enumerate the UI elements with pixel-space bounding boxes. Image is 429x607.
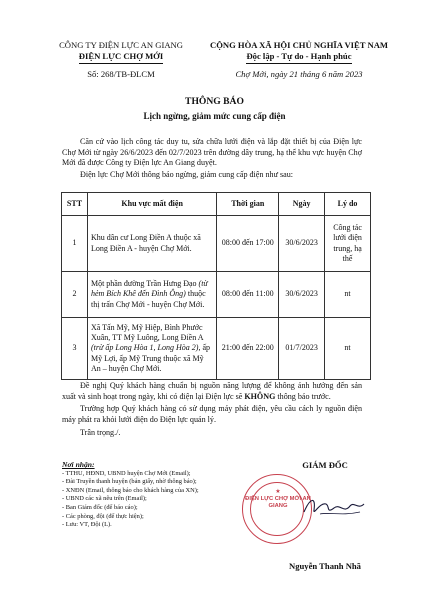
intro-paragraph: Căn cứ vào lịch công tác duy tu, sửa chữa lưới điện và lắp đặt thiết bị của Điện lực Chợ Mới từ ngày 26/6/2023 đến 02/7/2023 trên đường dây trung, hạ thế khu vực huyện Chợ Mới đã được Công ty Điện lực An Giang duyệt. [62, 137, 362, 168]
row-area [87, 272, 216, 318]
place-date: Chợ Mới, ngày 21 tháng 6 năm 2023 [235, 68, 363, 79]
outage-schedule-table [61, 192, 371, 380]
handwritten-signature [300, 492, 368, 522]
col-header-time: Thời gian [217, 193, 279, 216]
generator-paragraph: Trường hợp Quý khách hàng có sử dụng máy phát điện, yêu cầu cách ly nguồn điện máy phát ra khỏi lưới điện do Điện lực quản lý. [62, 404, 362, 424]
area-detail: (trừ ấp Long Hòa 1, Long Hòa 2) [90, 343, 199, 353]
doc-number: Số: 268/TB-ĐLCM [87, 68, 155, 79]
col-header-reason: Lý do [325, 193, 371, 216]
row-area: Khu dân cư Long Điền A thuộc xã Long Điền A - huyện Chợ Mới. [87, 216, 216, 272]
row-date: 30/6/2023 [279, 272, 325, 318]
area-text: Một phần đường Trần Hưng Đạo [90, 279, 199, 289]
row-date: 30/6/2023 [279, 216, 325, 272]
notice-text: Đề nghị Quý khách hàng chuẩn bị nguồn năng lượng để không ảnh hưởng đến sản xuất và sinh hoạt trong ngày, khi có điện lại Điện lực sẽ [62, 381, 362, 401]
col-header-date: Ngày [279, 193, 325, 216]
row-time: 08:00 đến 11:00 [217, 272, 279, 318]
row-time: 08:00 đến 17:00 [217, 216, 279, 272]
org-header [46, 40, 196, 80]
national-header [196, 40, 402, 80]
recipient-item: - TTHU, HĐND, UBND huyện Chợ Mới (Email); [62, 469, 191, 477]
recipient-item: - Đài Truyền thanh huyện (bản giấy, nhờ thông báo); [62, 478, 197, 486]
row-stt: 1 [62, 216, 88, 272]
row-area [87, 318, 216, 380]
nation-name: CỘNG HÒA XÃ HỘI CHỦ NGHĨA VIỆT NAM [209, 40, 389, 50]
row-date: 01/7/2023 [279, 318, 325, 380]
area-text-tail: thuộc thị trấn Chợ Mới - huyện Chợ Mới. [90, 289, 206, 309]
recipient-item: - UBND các xã nêu trên (Email); [62, 495, 147, 503]
area-text: Xã Tấn Mỹ, Mỹ Hiệp, Bình Phước Xuân, TT Mỹ Luông, Long Điền A [90, 322, 204, 343]
area-detail: (từ hẻm Bích Khê đến Đình Ông) [90, 279, 208, 299]
recipient-item: - XNĐN (Email, thông báo cho khách hàng của XN); [62, 486, 199, 494]
table-row [62, 216, 371, 272]
row-reason: nt [325, 272, 371, 318]
closing-text: Trân trọng./. [80, 428, 121, 437]
signer-position: GIÁM ĐỐC [302, 460, 348, 470]
row-reason: Công tác lưới điện trung, hạ thế [325, 216, 371, 272]
col-header-area: Khu vực mất điện [87, 193, 216, 216]
table-header-row [62, 193, 371, 216]
recipient-item: - Lưu: VT, Đội (L). [62, 521, 112, 529]
row-reason: nt [325, 318, 371, 380]
seal-text: ĐIỆN LỰC CHỢ MỚI AN GIANG [245, 496, 311, 509]
doc-subtitle: Lịch ngừng, giảm mức cung cấp điện [143, 111, 286, 121]
area-text-tail: , ấp Mỹ Lợi, ấp Mỹ Trung thuộc xã Mỹ An – huyện Chợ Mới. [90, 343, 211, 373]
recipient-item: - Các phòng, đội (để thực hiện); [62, 512, 144, 520]
org-name: ĐIỆN LỰC CHỢ MỚI [79, 51, 163, 64]
seal-star-icon: ★ [275, 489, 281, 495]
notice-paragraph [62, 381, 362, 402]
parent-org-name: CÔNG TY ĐIỆN LỰC AN GIANG [59, 40, 183, 50]
intro-statement: Điện lực Chợ Mới thông báo ngừng, giảm cung cấp điện như sau: [80, 170, 294, 179]
motto: Độc lập - Tự do - Hạnh phúc [246, 51, 351, 64]
table-row [62, 318, 371, 380]
row-time: 21:00 đến 22:00 [217, 318, 279, 380]
recipients-label: Nơi nhận: [62, 460, 95, 469]
notice-emphasis: KHÔNG [244, 391, 276, 401]
recipient-item: - Ban Giám đốc (để báo cáo); [62, 503, 138, 511]
col-header-stt: STT [62, 193, 88, 216]
recipients-block [62, 461, 252, 530]
table-row [62, 272, 371, 318]
notice-text-tail: thông báo trước. [275, 391, 331, 401]
row-stt: 2 [62, 272, 88, 318]
doc-title: THÔNG BÁO [185, 96, 244, 107]
row-stt: 3 [62, 318, 88, 380]
signer-name: Nguyễn Thanh Nhã [289, 561, 361, 571]
